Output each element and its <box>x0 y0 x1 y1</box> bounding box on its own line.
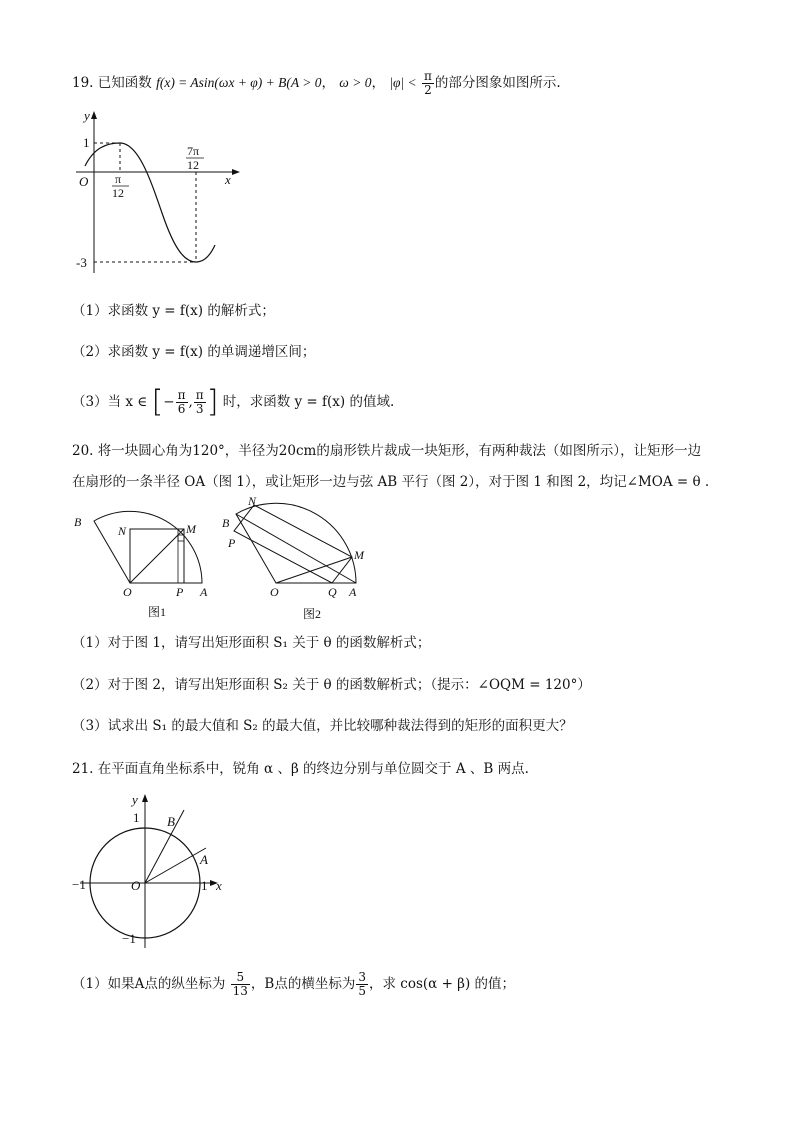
q20-f1-B: B <box>74 515 82 529</box>
q20-f1-M: M <box>186 522 196 536</box>
q21-tick-1-top: 1 <box>133 810 140 825</box>
q19-part3-minus: − <box>163 394 175 410</box>
q20-part2: （2）对于图 2，请写出矩形面积 S₂ 关于 θ 的函数解析式；（提示：∠OQM = 120°） <box>72 677 591 693</box>
q19-frac-7pi: 7π <box>187 144 200 158</box>
q21-frac-5-13: $\frac{5}{13}$ <box>232 970 248 998</box>
q20-part3: （3）试求出 S₁ 的最大值和 S₂ 的最大值，并比较哪种裁法得到的矩形的面积更大？ <box>72 718 573 734</box>
q21-part1 <box>72 966 515 1002</box>
q20-figure1 <box>70 510 220 622</box>
q20-f2-caption: 图2 <box>303 607 322 621</box>
q19-x-label: x <box>225 172 231 187</box>
q20-f2-M: M <box>354 548 364 562</box>
q19-tick-1: 1 <box>83 135 90 150</box>
q20-f2-N: N <box>248 495 257 508</box>
q21-unit-circle <box>70 790 230 950</box>
q21-line1: 21. 在平面直角坐标系中，锐角 α 、β 的终边分别与单位圆交于 A 、B 两点. <box>72 761 529 777</box>
q20-line1: 20. 将一块圆心角为120°，半径为20cm的扇形铁片裁成一块矩形，有两种裁法（如图所示），让矩形一边 <box>72 443 702 459</box>
q20-f2-Q: Q <box>328 585 337 599</box>
q21-point-B: B <box>167 814 175 829</box>
q21-part1-suffix: ，求 cos(α + β) 的值； <box>368 976 516 992</box>
q19-origin: O <box>79 174 89 189</box>
q20-f1-N: N <box>118 524 127 538</box>
q20-figure2 <box>218 495 378 625</box>
q21-tick-1-right: 1 <box>201 878 208 893</box>
q19-frac-12b: 12 <box>187 158 199 172</box>
q19-cond-omega: ω > 0 <box>339 75 372 90</box>
q19-comma1: ， <box>321 75 335 91</box>
q21-y-label: y <box>132 792 138 807</box>
q19-part3-suffix: 时，求函数 y = f(x) 的值域. <box>222 394 395 410</box>
q19-pi-over-2: $\frac{\pi}{2}$ <box>423 69 432 97</box>
q19-part3-prefix: （3）当 x ∈ <box>72 394 148 410</box>
q20-f2-A: A <box>349 585 357 599</box>
q20-f2-B: B <box>222 516 230 530</box>
q19-part3-frac2: $\frac{\pi}{3}$ <box>195 388 204 416</box>
q20-f2-O: O <box>270 585 279 599</box>
q19-tick-neg3: -3 <box>76 255 87 270</box>
q20-f1-A: A <box>200 585 208 599</box>
q19-part3: （3）当 x ∈ [− $\frac{\pi}{6}$ , $\frac{\pi}{3}$ ] 时，求函数 y = f(x) 的值域. <box>72 384 395 420</box>
q19-part1: （1）求函数 y = f(x) 的解析式； <box>72 303 275 319</box>
q19-frac-12: 12 <box>112 186 124 200</box>
q20-part1: （1）对于图 1，请写出矩形面积 S₁ 关于 θ 的函数解析式； <box>72 635 431 651</box>
q20-f1-caption: 图1 <box>148 605 167 619</box>
q19-comma2: ， <box>371 75 385 91</box>
q19-part3-frac1: $\frac{\pi}{6}$ <box>177 388 186 416</box>
q20-f2-P: P <box>228 536 236 550</box>
q20-f1-P: P <box>176 585 184 599</box>
q21-x-label: x <box>216 878 222 893</box>
q21-frac-3-5: $\frac{3}{5}$ <box>358 970 366 998</box>
q19-func: f(x) = Asin(ωx + φ) + B(A > 0 <box>156 75 322 90</box>
q21-point-A: A <box>200 852 208 867</box>
q19-number: 19. <box>72 75 94 91</box>
q21-tick-neg1-left: −1 <box>72 877 86 892</box>
q21-tick-neg1-bottom: −1 <box>122 931 136 946</box>
q19-frac-pi: π <box>115 172 122 186</box>
q20-f1-O: O <box>123 585 132 599</box>
q19-stem-suffix: 的部分图象如图所示. <box>434 75 561 91</box>
q21-part1-mid: ，B点的横坐标为 <box>250 976 356 992</box>
q21-origin: O <box>131 878 141 893</box>
q20-line2: 在扇形的一条半径 OA（图 1），或让矩形一边与弦 AB 平行（图 2），对于图 1 和图 2，均记∠MOA = θ . <box>72 474 710 490</box>
q19-cond-phi: |φ| < <box>389 75 417 90</box>
q21-part1-prefix: （1）如果A点的纵坐标为 <box>72 976 226 992</box>
q19-stem <box>72 70 561 97</box>
q19-part2: （2）求函数 y = f(x) 的单调递增区间； <box>72 344 316 360</box>
q19-graph <box>72 108 242 278</box>
q19-y-label: y <box>84 108 90 123</box>
q19-stem-prefix: 已知函数 <box>97 75 152 91</box>
